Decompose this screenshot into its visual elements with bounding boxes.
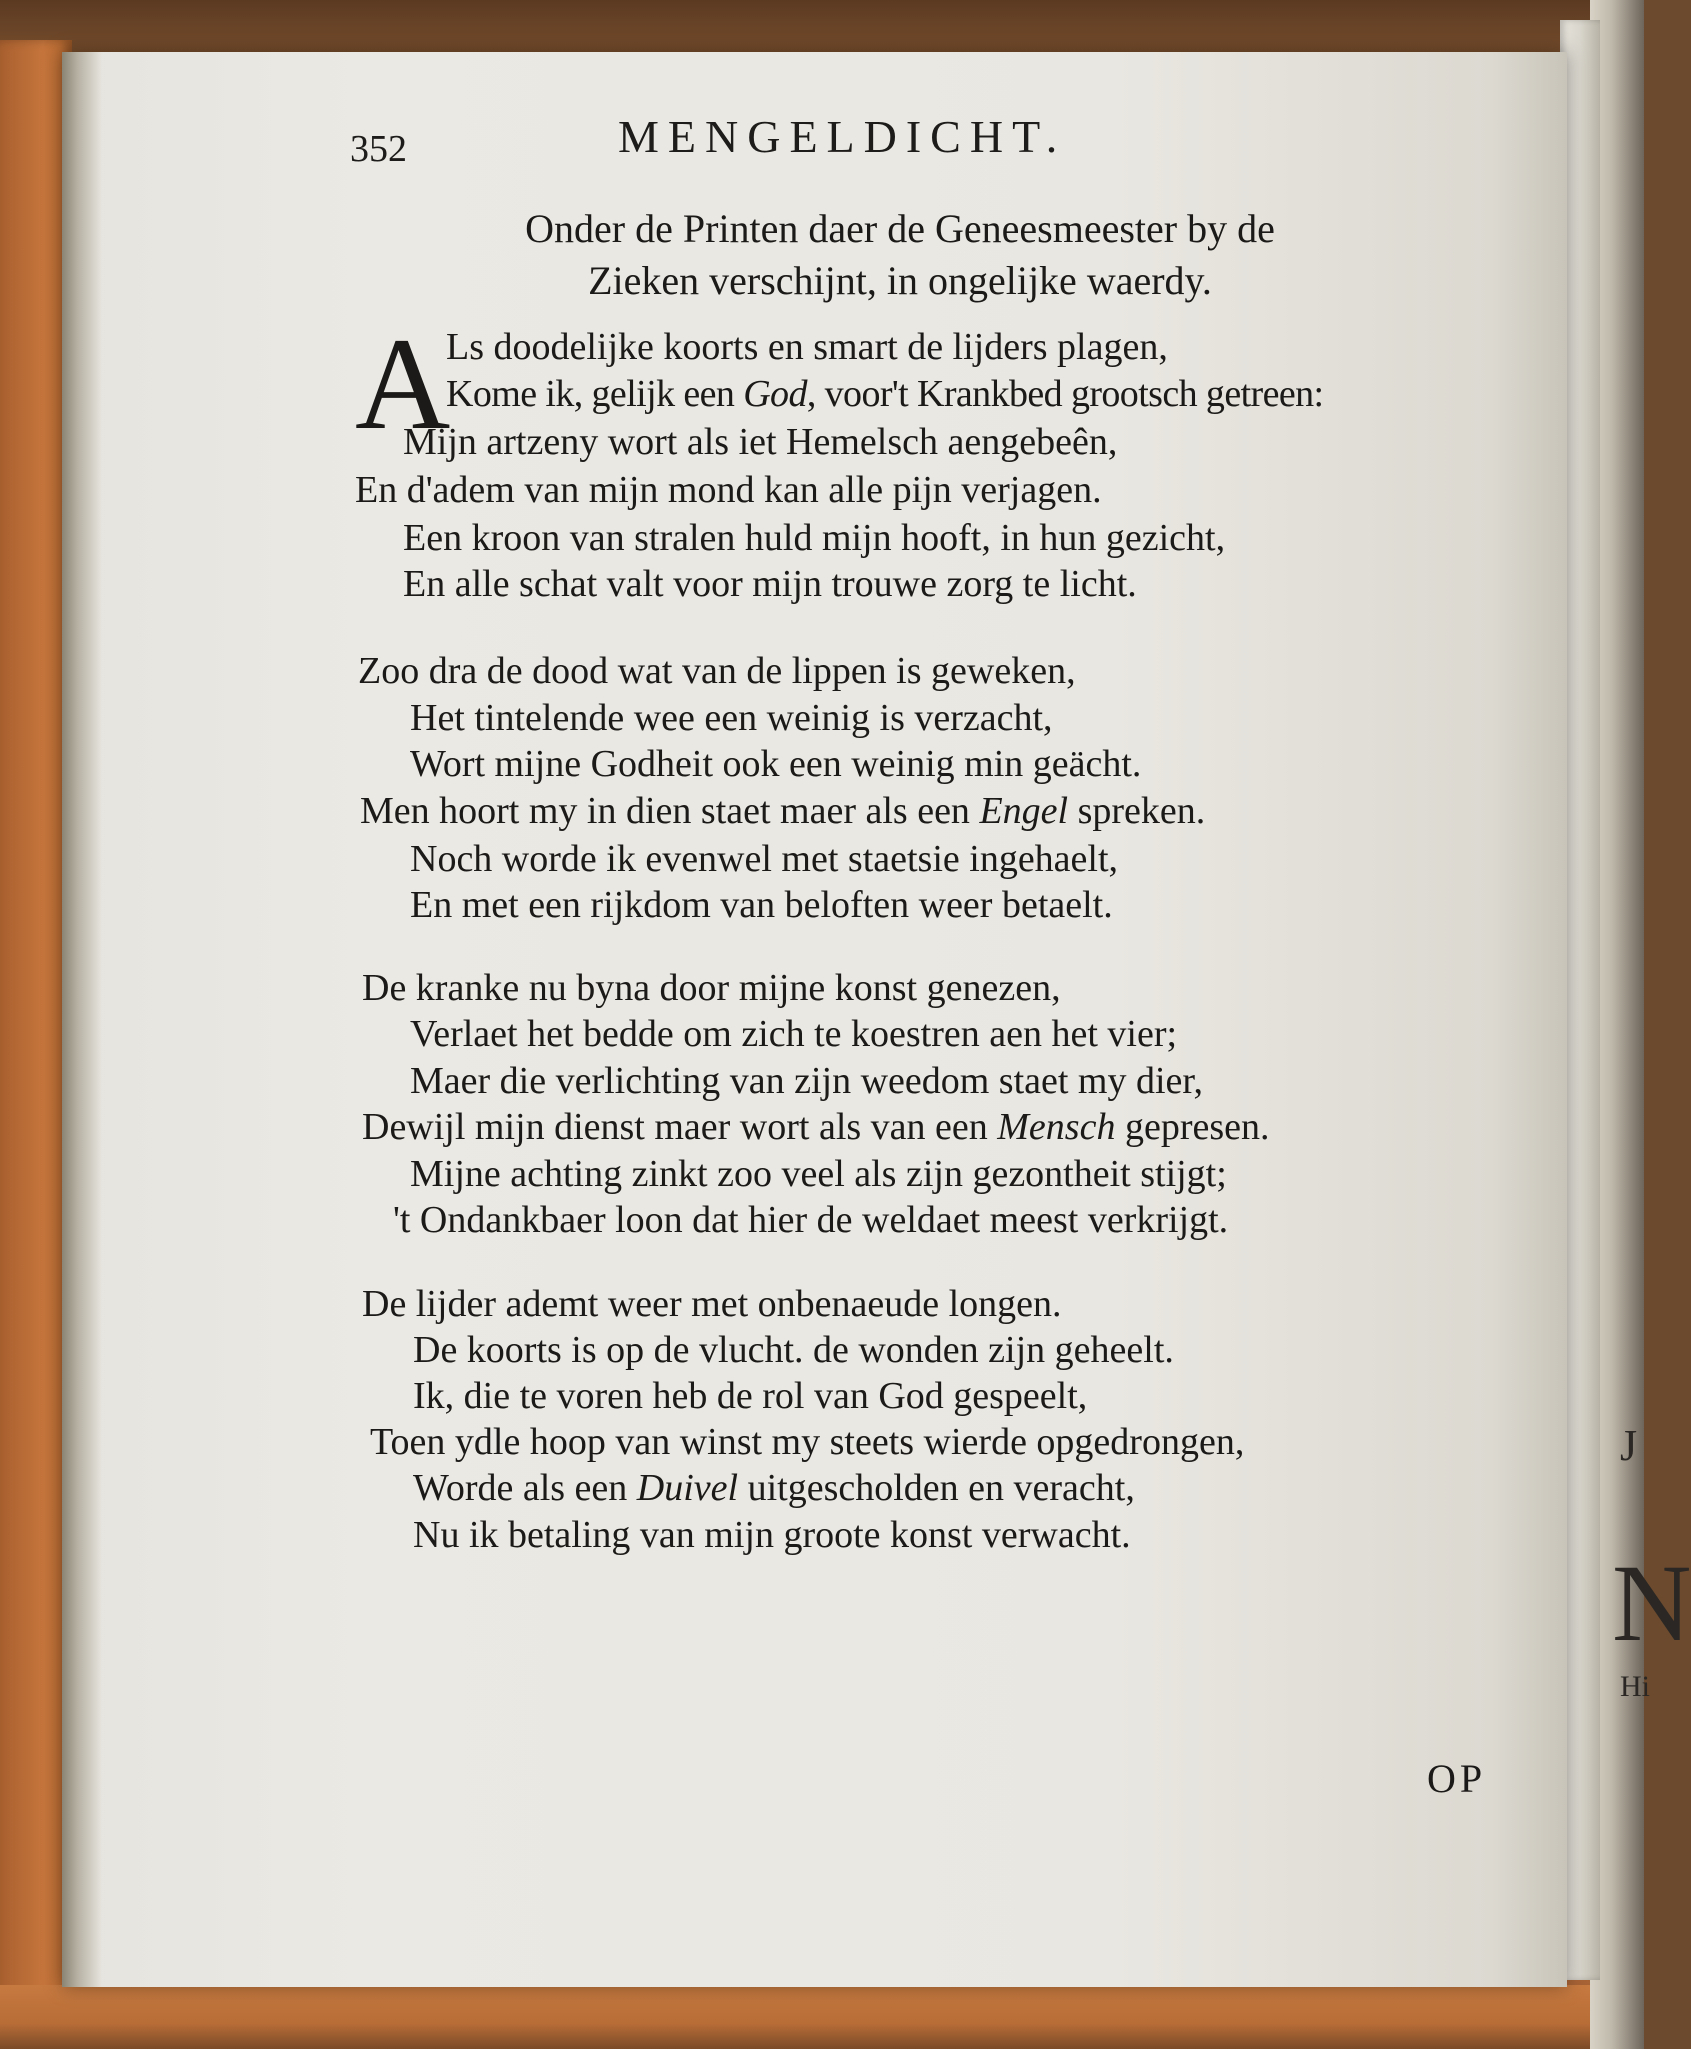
poem-line: Wort mijne Godheit ook een weinig min geächt. [410, 743, 1142, 785]
poem-line: Toen ydle hoop van winst my steets wierde opgedrongen, [370, 1421, 1245, 1463]
facing-page-letter-n: N [1612, 1542, 1691, 1664]
poem-line: Noch worde ik evenwel met staetsie ingehaelt, [410, 838, 1119, 880]
poem-line: En met een rijkdom van beloften weer betaelt. [410, 884, 1113, 926]
page-number: 352 [350, 128, 407, 170]
poem-line: Worde als een Duivel uitgescholden en veracht, [413, 1467, 1135, 1509]
poem-line: Dewijl mijn dienst maer wort als van een Mensch gepresen. [362, 1106, 1270, 1148]
facing-page-letter-j: J [1620, 1421, 1638, 1470]
poem-line: Kome ik, gelijk een God, voor't Krankbed grootsch getreen: [446, 373, 1324, 415]
poem-line: Verlaet het bedde om zich te koestren aen het vier; [410, 1013, 1178, 1055]
italic-word: God [743, 373, 807, 415]
poem-line: Mijne achting zinkt zoo veel als zijn gezontheit stijgt; [410, 1153, 1227, 1195]
page-gutter-shadow [62, 52, 102, 1987]
poem-caption-line-2: Zieken verschijnt, in ongelijke waerdy. [588, 258, 1212, 303]
poem-line: 't Ondankbaer loon dat hier de weldaet meest verkrijgt. [393, 1199, 1229, 1241]
poem-line: Men hoort my in dien staet maer als een Engel spreken. [360, 790, 1206, 832]
poem-line: De lijder ademt weer met onbenaeude longen. [362, 1283, 1062, 1325]
poem-line: En d'adem van mijn mond kan alle pijn verjagen. [355, 469, 1102, 511]
italic-word: Engel [979, 790, 1069, 832]
poem-line: Ls doodelijke koorts en smart de lijders plagen, [446, 326, 1168, 368]
catchword: OP [1427, 1756, 1487, 1801]
poem-line: Nu ik betaling van mijn groote konst verwacht. [413, 1514, 1131, 1556]
drop-capital: A [355, 310, 451, 457]
poem-line: Een kroon van stralen huld mijn hooft, in hun gezicht, [403, 517, 1226, 559]
italic-word: Duivel [636, 1467, 739, 1509]
poem-line: Maer die verlichting van zijn weedom staet my dier, [410, 1060, 1204, 1102]
poem-line: En alle schat valt voor mijn trouwe zorg te licht. [403, 563, 1137, 605]
poem-line: De kranke nu byna door mijne konst genezen, [362, 967, 1061, 1009]
poem-line: Zoo dra de dood wat van de lippen is geweken, [358, 650, 1076, 692]
running-head: MENGELDICHT. [618, 111, 1067, 162]
poem-line: Mijn artzeny wort als iet Hemelsch aengebeên, [403, 421, 1118, 463]
poem-line: Het tintelende wee een weinig is verzacht, [410, 697, 1053, 739]
poem-line: Ik, die te voren heb de rol van God gespeelt, [413, 1375, 1088, 1417]
book-cover-bottom [0, 1985, 1644, 2049]
facing-page-letters-hi: Hi [1620, 1670, 1650, 1703]
poem-caption-line-1: Onder de Printen daer de Geneesmeester by de [525, 206, 1275, 251]
italic-word: Mensch [997, 1106, 1116, 1148]
poem-line: De koorts is op de vlucht. de wonden zijn geheelt. [413, 1329, 1174, 1371]
